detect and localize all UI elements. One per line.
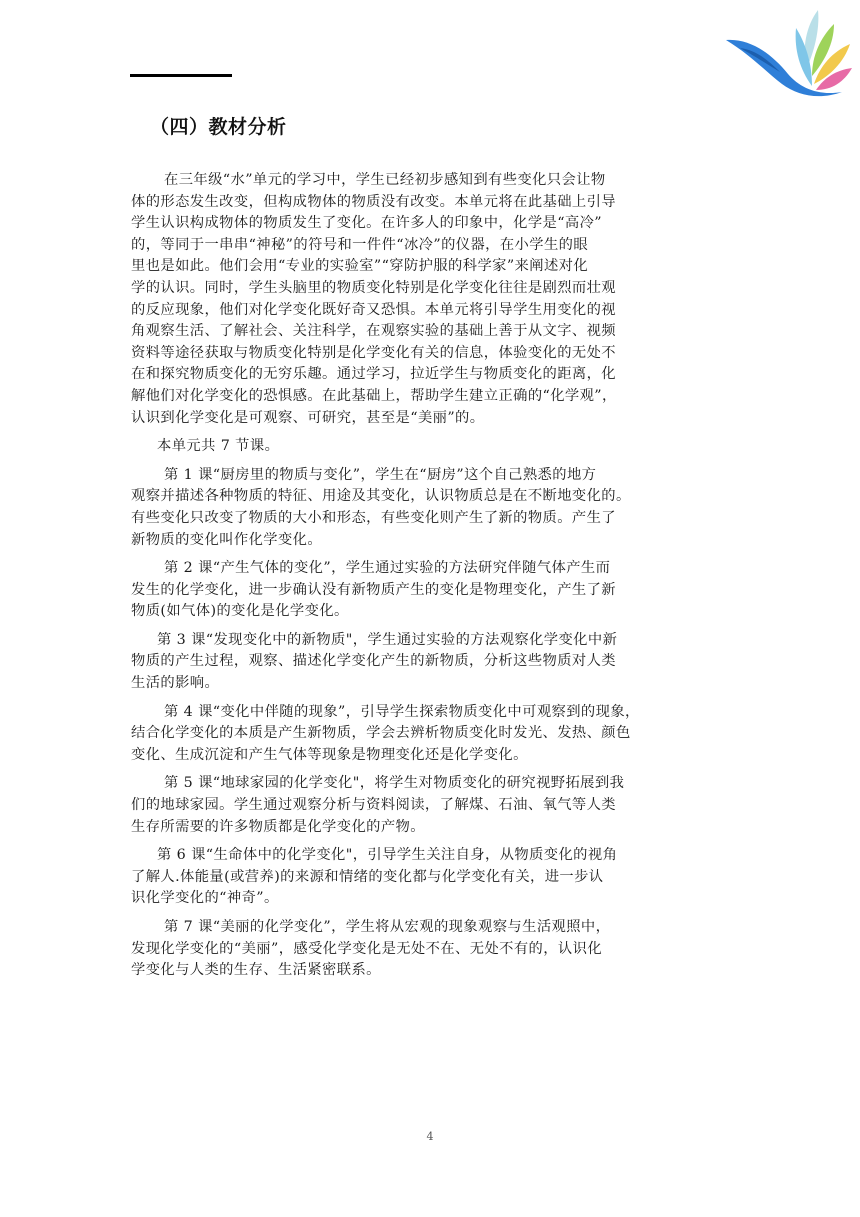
text-line: 新物质的变化叫作化学变化。 xyxy=(131,531,323,548)
section-title: （四）教材分析 xyxy=(150,116,287,138)
text-line: 第 5 课“地球家园的化学变化"，将学生对物质变化的研究视野拓展到我 xyxy=(164,775,625,792)
text-line: 学生认识构成物体的物质发生了变化。在许多人的印象中，化学是“高冷” xyxy=(131,215,603,232)
text-line: 第 3 课“发现变化中的新物质"，学生通过实验的方法观察化学变化中新 xyxy=(157,631,618,648)
paragraph xyxy=(131,465,731,551)
text-line: 第 1 课“厨房里的物质与变化”，学生在“厨房”这个自己熟悉的地方 xyxy=(164,466,597,483)
text-line: 的，等同于一串串“神秘”的符号和一件件“冰冷”的仪器，在小学生的眼 xyxy=(131,236,589,253)
text-line: 了解人.体能量(或营养)的来源和情绪的变化都与化学变化有关，进一步认 xyxy=(131,868,604,885)
feather-logo-icon xyxy=(722,4,854,100)
text-line: 里也是如此。他们会用“专业的实验室”“穿防护服的科学家”来阐述对化 xyxy=(131,258,589,275)
text-line: 第 2 课“产生气体的变化”，学生通过实验的方法研究伴随气体产生而 xyxy=(164,560,611,577)
header-rule xyxy=(130,74,232,77)
paragraph xyxy=(131,170,731,429)
text-line: 的反应现象，他们对化学变化既好奇又恐惧。本单元将引导学生用变化的视 xyxy=(131,301,616,318)
text-line: 变化、生成沉淀和产生气体等现象是物理变化还是化学变化。 xyxy=(131,746,528,763)
text-line: 在三年级“水”单元的学习中，学生已经初步感知到有些变化只会让物 xyxy=(164,172,606,188)
paragraph xyxy=(131,702,731,767)
text-line: 资料等途径获取与物质变化特别是化学变化有关的信息，体验变化的无处不 xyxy=(131,344,616,361)
text-line: 第 7 课“美丽的化学变化”，学生将从宏观的现象观察与生活观照中， xyxy=(164,919,611,935)
text-line: 学变化与人类的生存、生活紧密联系。 xyxy=(131,962,381,979)
text-line: 本单元共 7 节课。 xyxy=(157,438,280,455)
paragraph xyxy=(131,436,731,458)
text-line: 认识到化学变化是可观察、可研究，甚至是“美丽”的。 xyxy=(131,409,485,426)
text-line: 发现化学变化的“美丽”，感受化学变化是无处不在、无处不有的，认识化 xyxy=(131,940,603,957)
text-line: 识化学变化的“神奇”。 xyxy=(131,890,279,907)
text-line: 生存所需要的许多物质都是化学变化的产物。 xyxy=(131,818,425,835)
text-line: 学的认识。同时，学生头脑里的物质变化特别是化学变化往往是剧烈而壮观 xyxy=(131,279,616,296)
paragraph xyxy=(131,773,731,838)
text-line: 体的形态发生改变，但构成物体的物质没有改变。本单元将在此基础上引导 xyxy=(131,193,616,210)
text-line: 生活的影响。 xyxy=(131,675,220,692)
paragraph xyxy=(131,558,731,623)
text-line: 观察并描述各种物质的特征、用途及其变化，认识物质总是在不断地变化的。 xyxy=(131,488,631,505)
text-line: 在和探究物质变化的无穷乐趣。通过学习，拉近学生与物质变化的距离，化 xyxy=(131,366,616,383)
text-line: 角观察生活、了解社会、关注科学，在观察实验的基础上善于从文字、视频 xyxy=(131,323,616,340)
text-line: 解他们对化学变化的恐惧感。在此基础上，帮助学生建立正确的“化学观”， xyxy=(131,387,617,404)
text-line: 有些变化只改变了物质的大小和形态，有些变化则产生了新的物质。产生了 xyxy=(131,509,616,526)
text-line: 物质(如气体)的变化是化学变化。 xyxy=(131,603,349,620)
text-line: 结合化学变化的本质是产生新物质，学会去辨析物质变化时发光、发热、颜色 xyxy=(131,725,631,742)
text-line: 第 6 课“生命体中的化学变化"，引导学生关注自身，从物质变化的视角 xyxy=(157,847,618,864)
paragraph xyxy=(131,630,731,695)
text-line: 发生的化学变化，进一步确认没有新物质产生的变化是物理变化，产生了新 xyxy=(131,581,616,598)
paragraph xyxy=(131,917,731,982)
text-line: 第 4 课“变化中伴随的现象”，引导学生探索物质变化中可观察到的现象， xyxy=(164,703,640,720)
text-line: 物质的产生过程，观察、描述化学变化产生的新物质，分析这些物质对人类 xyxy=(131,653,616,670)
body-text xyxy=(131,170,731,989)
page-number: 4 xyxy=(426,1130,434,1143)
paragraph xyxy=(131,845,731,910)
text-line: 们的地球家园。学生通过观察分析与资料阅读，了解煤、石油、氧气等人类 xyxy=(131,797,616,814)
